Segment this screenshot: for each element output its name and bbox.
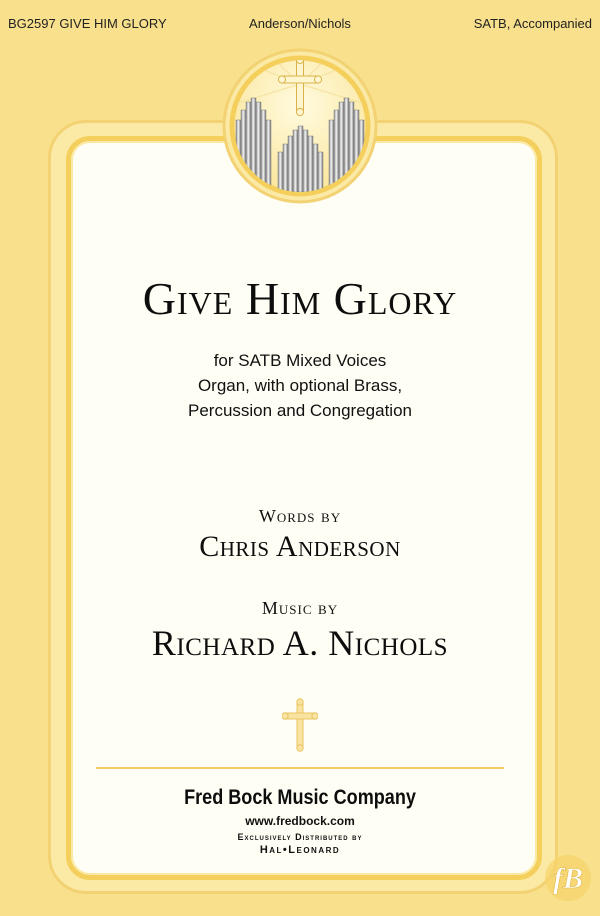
publisher-name: Fred Bock Music Company <box>184 786 416 809</box>
catalog-number: BG2597 GIVE HIM GLORY <box>8 16 167 31</box>
distributor-name: Hal•Leonard <box>259 844 341 856</box>
organ-pipes-cross-medallion <box>222 48 378 204</box>
subtitle <box>0 348 600 423</box>
subtitle-line: Percussion and Congregation <box>188 401 412 420</box>
authors-header: Anderson/Nichols <box>249 16 351 31</box>
subtitle-line: Organ, with optional Brass, <box>197 376 403 395</box>
publisher-website: www.fredbock.com <box>245 814 355 828</box>
voicing-header: SATB, Accompanied <box>473 16 592 31</box>
composer-name: Richard A. Nichols <box>151 623 449 663</box>
svg-text:fB: fB <box>553 862 583 895</box>
subtitle-line: for SATB Mixed Voices <box>213 351 387 370</box>
music-by-label: Music by <box>261 598 339 618</box>
cross-icon <box>282 698 318 752</box>
divider <box>96 767 504 769</box>
header-bar <box>0 0 600 46</box>
page-title: Give Him Glory <box>142 273 458 324</box>
lyricist-name: Chris Anderson <box>199 530 401 563</box>
words-by-label: Words by <box>258 506 342 526</box>
distribution-label: Exclusively Distributed by <box>237 832 363 842</box>
fred-bock-logo <box>538 852 594 904</box>
